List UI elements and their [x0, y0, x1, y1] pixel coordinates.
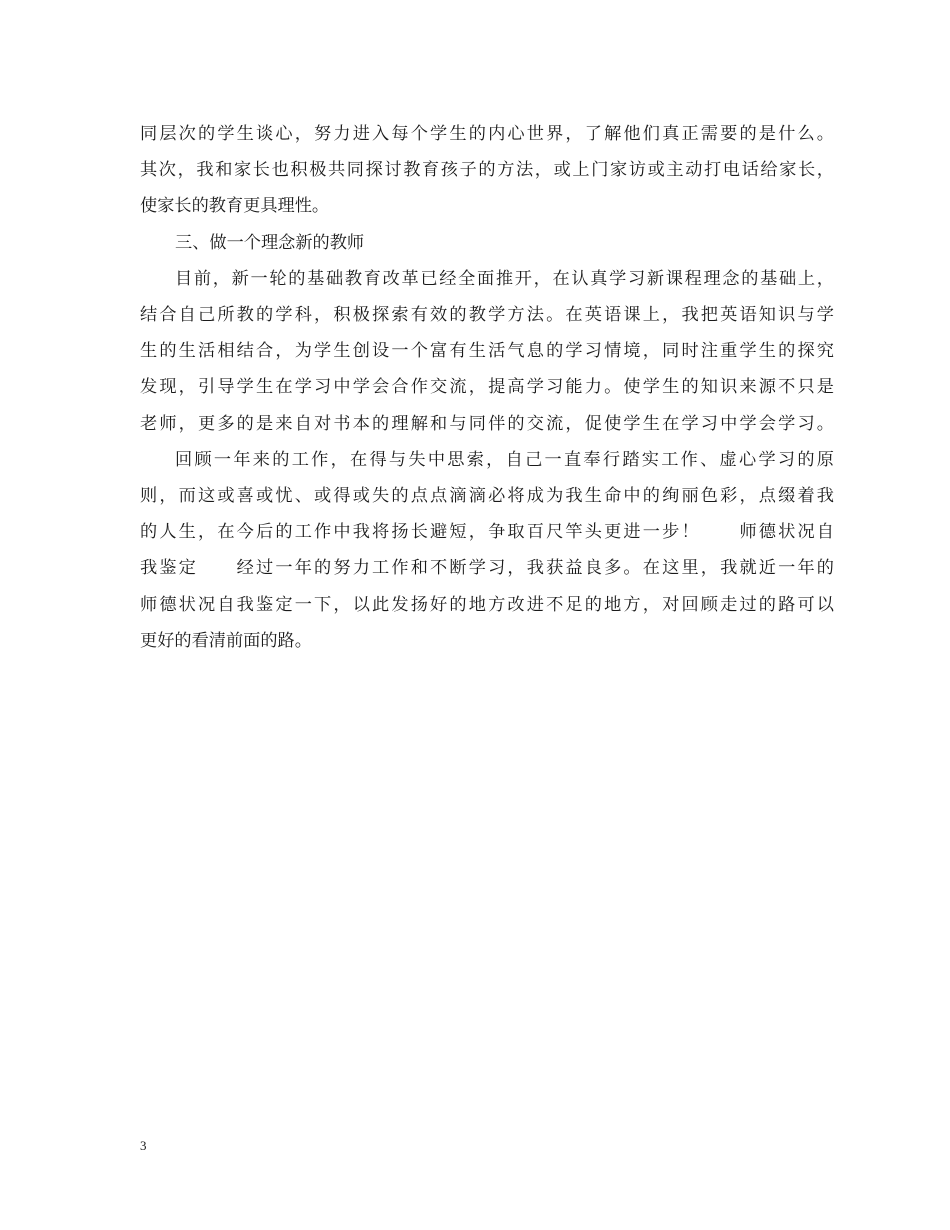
text-line: 生的生活相结合，为学生创设一个富有生活气息的学习情境，同时注重学生的探究	[140, 341, 834, 362]
text-line: 的人生，在今后的工作中我将扬长避短，争取百尺竿头更进一步！ 师德状况自	[140, 522, 834, 543]
text-line: 其次，我和家长也积极共同探讨教育孩子的方法，或上门家访或主动打电话给家长，	[140, 160, 834, 181]
text-line: 更好的看清前面的路。	[140, 630, 312, 651]
text-line: 老师，更多的是来自对书本的理解和与同伴的交流，促使学生在学习中学会学习。	[140, 413, 834, 434]
text-line: 同层次的学生谈心，努力进入每个学生的内心世界，了解他们真正需要的是什么。	[140, 124, 834, 144]
document-body	[140, 116, 834, 659]
text-line: 结合自己所教的学科，积极探索有效的教学方法。在英语课上，我把英语知识与学	[140, 305, 834, 326]
text-line: 我鉴定 经过一年的努力工作和不断学习，我获益良多。在这里，我就近一年的	[140, 558, 834, 579]
page-number: 3	[140, 1138, 147, 1153]
text-line: 师德状况自我鉴定一下，以此发扬好的地方改进不足的地方，对回顾走过的路可以	[140, 594, 834, 615]
text-line: 使家长的教育更具理性。	[140, 196, 330, 217]
text-line: 则，而这或喜或忧、或得或失的点点滴滴必将成为我生命中的绚丽色彩，点缀着我	[140, 486, 834, 507]
section-heading: 三、做一个理念新的教师	[175, 232, 365, 253]
text-line: 回顾一年来的工作，在得与失中思索，自己一直奉行踏实工作、虚心学习的原	[175, 449, 834, 470]
text-line: 发现，引导学生在学习中学会合作交流，提高学习能力。使学生的知识来源不只是	[140, 377, 834, 398]
text-line: 目前，新一轮的基础教育改革已经全面推开，在认真学习新课程理念的基础上，	[175, 268, 834, 289]
